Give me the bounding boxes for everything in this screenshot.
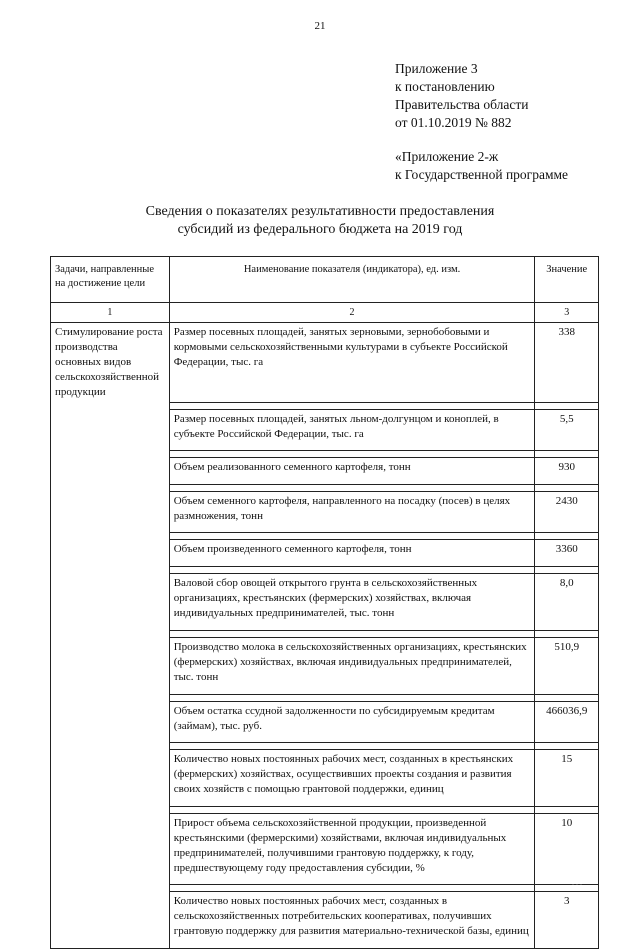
column-number: 3	[535, 303, 599, 323]
table-row	[51, 637, 599, 694]
header-value: Значение	[535, 257, 599, 303]
task-cell	[51, 891, 170, 948]
indicator-value: 930	[535, 457, 599, 484]
document-title	[40, 203, 600, 239]
indicator-value: 2430	[535, 491, 599, 532]
indicator-name: Объем реализованного семенного картофеля, тонн	[169, 457, 535, 484]
task-cell	[51, 491, 170, 532]
header-name: Наименование показателя (индикатора), ед. изм.	[169, 257, 535, 303]
table-row	[51, 749, 599, 806]
indicator-value: 466036,9	[535, 701, 599, 742]
table-row	[51, 491, 599, 532]
indicator-value: 3360	[535, 539, 599, 566]
row-spacer	[51, 742, 599, 749]
indicator-value: 3	[535, 891, 599, 948]
column-number: 1	[51, 303, 170, 323]
indicator-name: Объем семенного картофеля, направленного на посадку (посев) в целях размножения, тонн	[169, 491, 535, 532]
indicator-name: Производство молока в сельскохозяйственных организациях, крестьянских (фермерских) хозяйствах, включая индивидуальных предпринимателей, тыс. тонн	[169, 637, 535, 694]
indicators-table	[50, 256, 599, 949]
table-row	[51, 573, 599, 630]
indicator-value: 8,0	[535, 573, 599, 630]
row-spacer	[51, 566, 599, 573]
column-number: 2	[169, 303, 535, 323]
indicator-name: Количество новых постоянных рабочих мест, созданных в сельскохозяйственных потребительских кооперативах, получивших грантовую поддержку для развития материально-технической базы, единиц	[169, 891, 535, 948]
row-spacer	[51, 694, 599, 701]
row-spacer	[51, 532, 599, 539]
row-spacer	[51, 806, 599, 813]
title-line: субсидий из федерального бюджета на 2019 год	[177, 222, 463, 237]
indicator-name: Прирост объема сельскохозяйственной продукции, произведенной крестьянскими (фермерскими) хозяйствами, включая индивидуальных предпринимателей, получившими грантовую поддержку, к году, предшествующему году предоставления субсидии, %	[169, 813, 535, 884]
title-line: Сведения о показателях результативности предоставления	[145, 204, 495, 219]
table-row	[51, 813, 599, 884]
appendix-line: к постановлению	[395, 79, 495, 94]
row-spacer	[51, 484, 599, 491]
table-header-row	[51, 257, 599, 303]
row-spacer	[51, 884, 599, 891]
page-number: 21	[314, 20, 326, 32]
indicator-value: 10	[535, 813, 599, 884]
task-cell	[51, 573, 170, 630]
appendix-quote-line: к Государственной программе	[395, 167, 569, 182]
task-cell	[51, 637, 170, 694]
task-cell	[51, 749, 170, 806]
indicator-value: 5,5	[535, 409, 599, 450]
indicator-value: 510,9	[535, 637, 599, 694]
indicator-value: 15	[535, 749, 599, 806]
appendix-line: Приложение 3	[395, 61, 478, 76]
indicator-value: 338	[535, 323, 599, 403]
task-cell	[51, 813, 170, 884]
header-task: Задачи, направленные на достижение цели	[51, 257, 170, 303]
task-cell	[51, 539, 170, 566]
indicator-name: Размер посевных площадей, занятых льном-долгунцом и коноплей, в субъекте Российской Федерации, тыс. га	[169, 409, 535, 450]
table-row	[51, 323, 599, 403]
scan-artifact: . . .	[572, 878, 582, 887]
table-row	[51, 539, 599, 566]
table-row	[51, 891, 599, 948]
indicator-name: Количество новых постоянных рабочих мест, созданных в крестьянских (фермерских) хозяйствах, осуществивших проекты создания и развития своих хозяйств с помощью грантовой поддержки, единиц	[169, 749, 535, 806]
indicator-name: Объем остатка ссудной задолженности по субсидируемым кредитам (займам), тыс. руб.	[169, 701, 535, 742]
task-cell	[51, 457, 170, 484]
column-number-row	[51, 303, 599, 323]
appendix-line: Правительства области	[395, 97, 529, 112]
appendix-header	[395, 60, 568, 184]
table-row	[51, 701, 599, 742]
task-cell	[51, 701, 170, 742]
task-cell: Стимулирование роста производства основных видов сельскохозяйственной продукции	[51, 323, 170, 403]
indicator-name: Валовой сбор овощей открытого грунта в сельскохозяйственных организациях, крестьянских (фермерских) хозяйствах, включая индивидуальных предпринимателей, тыс. тонн	[169, 573, 535, 630]
row-spacer	[51, 630, 599, 637]
row-spacer	[51, 450, 599, 457]
appendix-quote-line: «Приложение 2-ж	[395, 149, 499, 164]
task-cell	[51, 409, 170, 450]
table-body	[51, 323, 599, 949]
indicator-name: Размер посевных площадей, занятых зерновыми, зернобобовыми и кормовыми сельскохозяйственными культурами в субъекте Российской Федерации, тыс. га	[169, 323, 535, 403]
table-row	[51, 457, 599, 484]
appendix-line: от 01.10.2019 № 882	[395, 115, 512, 130]
table-row	[51, 409, 599, 450]
indicator-name: Объем произведенного семенного картофеля, тонн	[169, 539, 535, 566]
row-spacer	[51, 402, 599, 409]
